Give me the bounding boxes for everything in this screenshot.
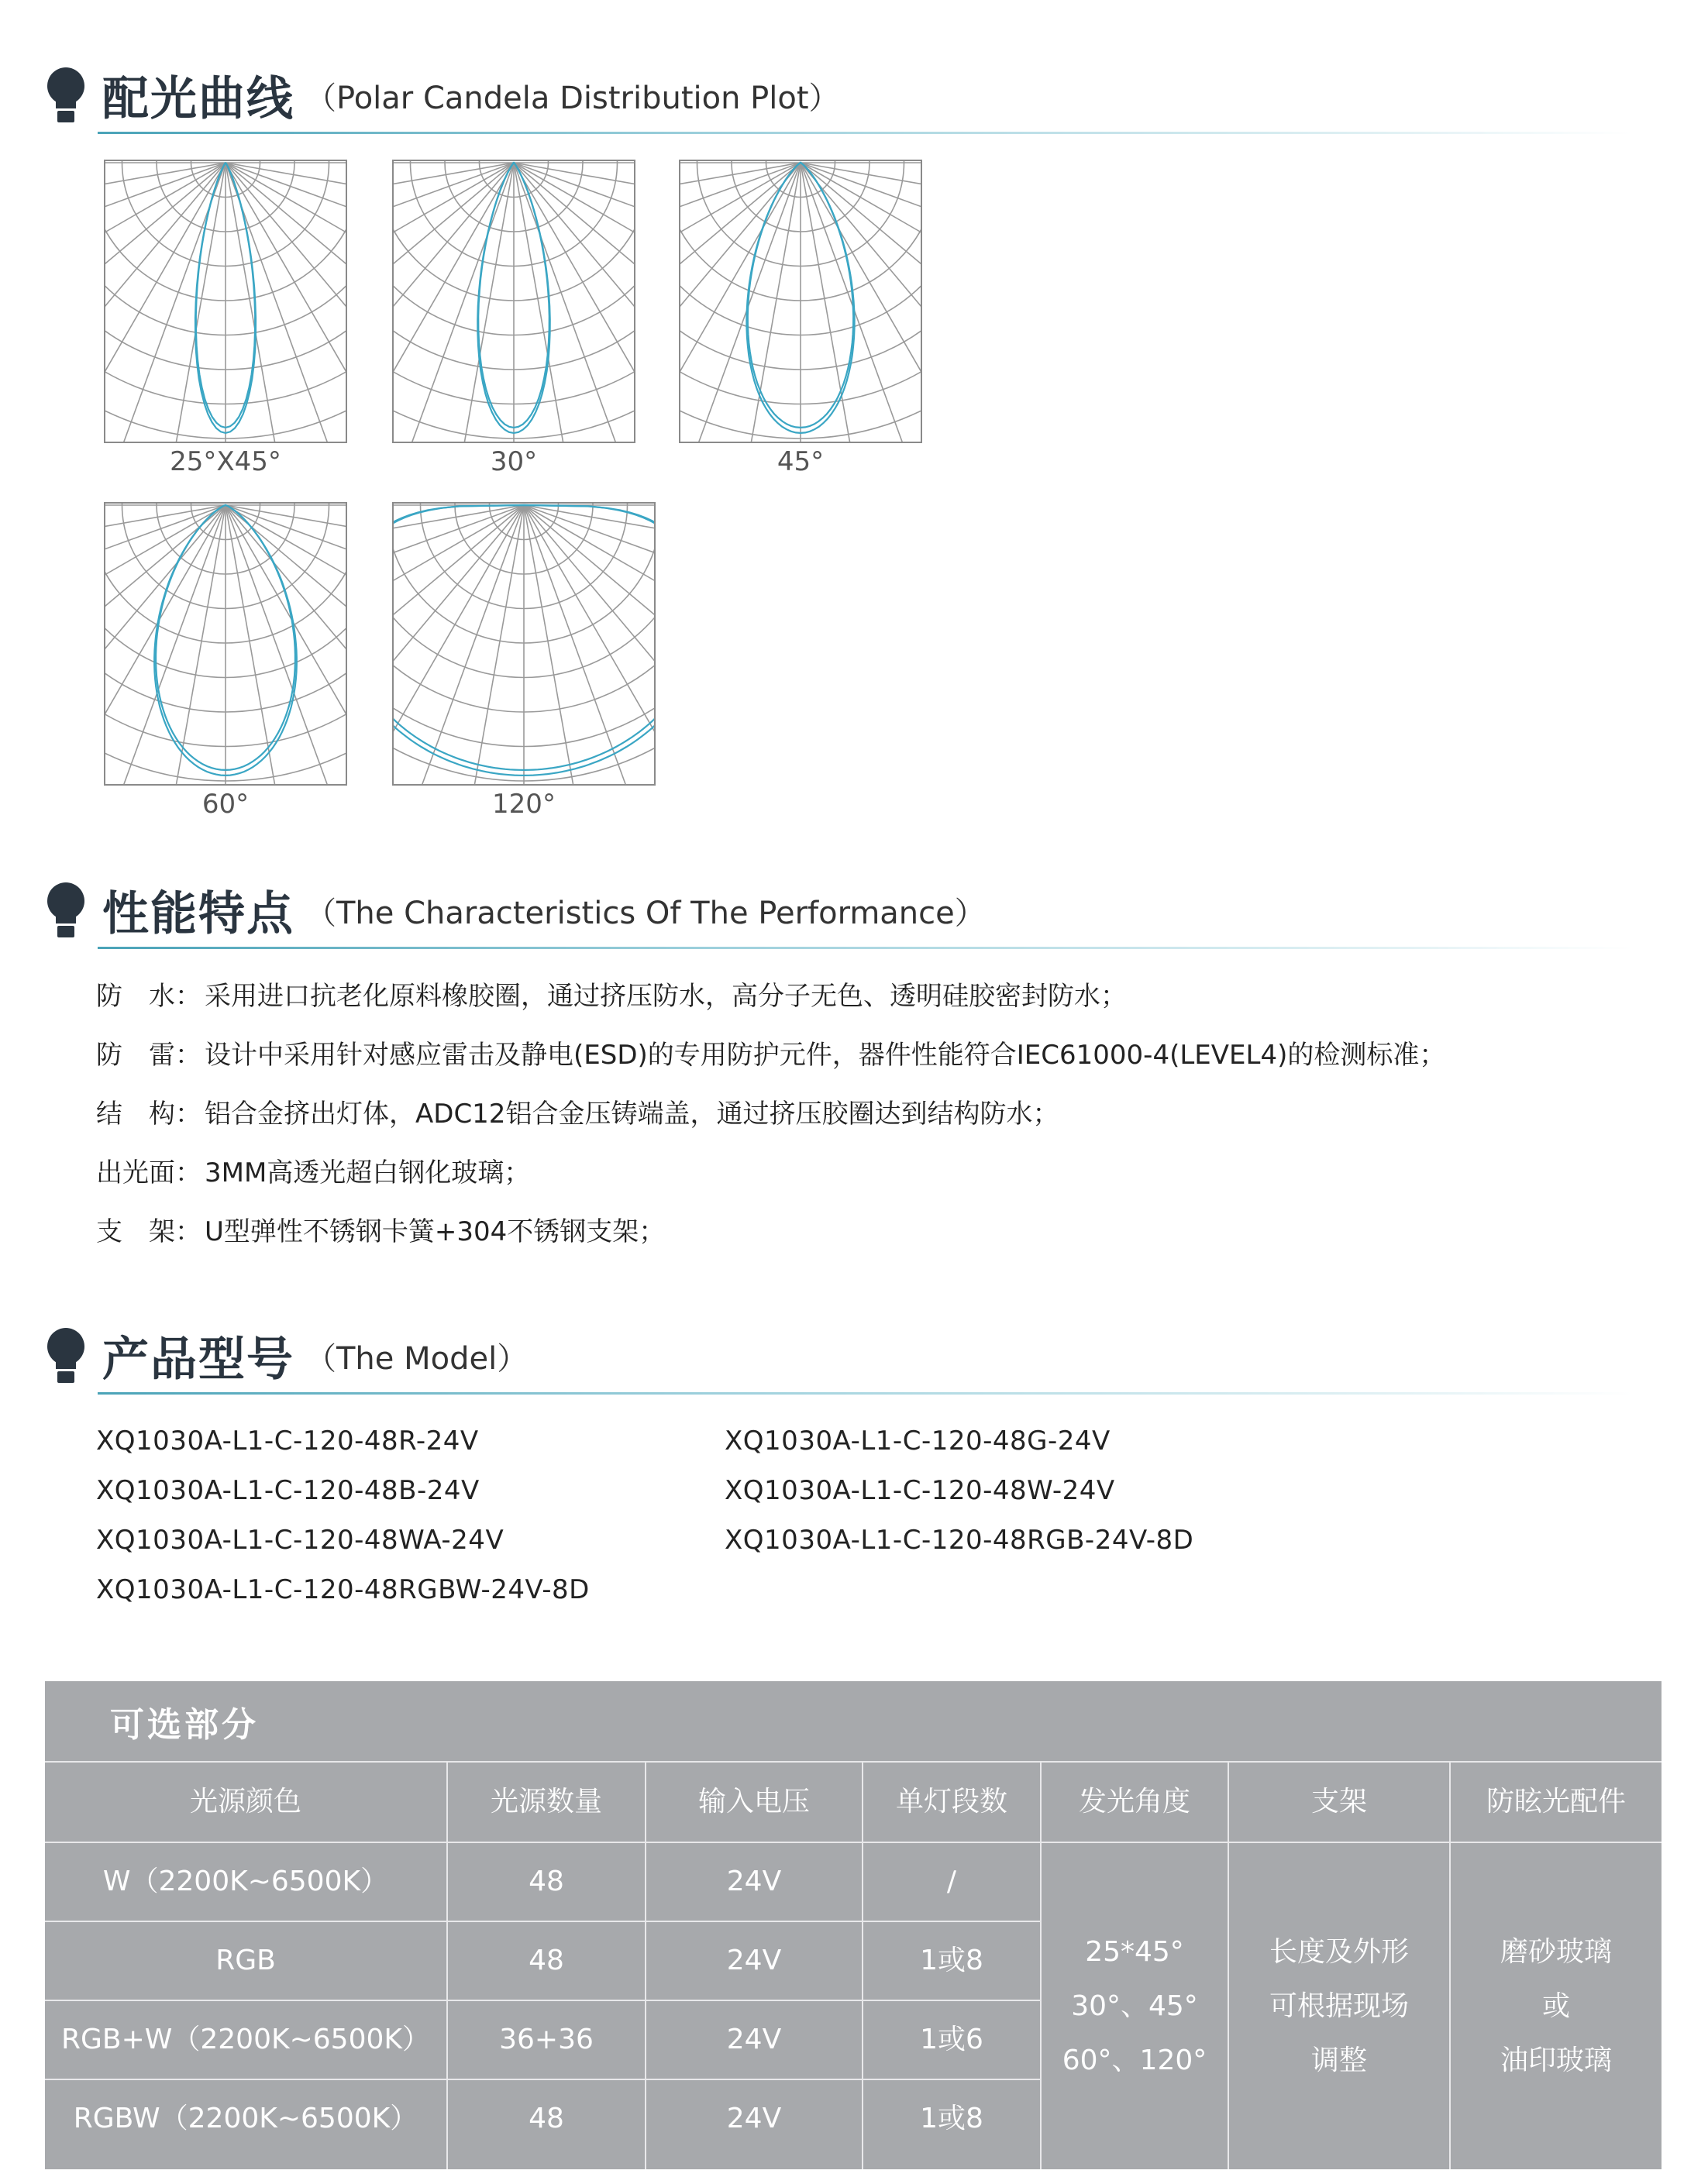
bulb-icon bbox=[46, 1327, 85, 1384]
polar-plot-label: 60° bbox=[201, 789, 250, 820]
performance-section-subtitle: （The Characteristics Of The Performance） bbox=[305, 895, 986, 931]
bracket-line: 长度及外形 bbox=[1269, 1935, 1409, 1968]
col-header-segments: 单灯段数 bbox=[895, 1786, 1007, 1818]
glare-line: 或 bbox=[1541, 1990, 1570, 2022]
polar-plot-2 bbox=[392, 160, 635, 443]
options-table-title: 可选部分 bbox=[110, 1704, 259, 1745]
model-item: XQ1030A-L1-C-120-48R-24V bbox=[96, 1426, 479, 1457]
feature-waterproof bbox=[96, 975, 1127, 1013]
model-item: XQ1030A-L1-C-120-48RGB-24V-8D bbox=[725, 1525, 1194, 1556]
feature-key: 防 雷： bbox=[96, 1040, 201, 1071]
cell-segments: / bbox=[946, 1866, 957, 1897]
polar-grid bbox=[680, 161, 921, 442]
feature-text: 3MM高透光超白钢化玻璃； bbox=[205, 1157, 531, 1188]
angle-line: 30°、45° bbox=[1071, 1990, 1198, 2022]
polar-plot-3 bbox=[679, 160, 922, 443]
col-header-voltage: 输入电压 bbox=[697, 1786, 810, 1818]
model-item: XQ1030A-L1-C-120-48W-24V bbox=[725, 1475, 1115, 1506]
cell-color: W（2200K~6500K） bbox=[102, 1866, 389, 1897]
feature-key: 支 架： bbox=[96, 1216, 201, 1247]
cell-voltage: 24V bbox=[726, 2103, 782, 2134]
polar-grid bbox=[394, 504, 654, 784]
col-header-angle: 发光角度 bbox=[1078, 1786, 1190, 1818]
cell-color: RGBW（2200K~6500K） bbox=[73, 2103, 418, 2134]
bulb-icon bbox=[46, 67, 85, 124]
polar-section-divider bbox=[98, 132, 1632, 134]
feature-text: U型弹性不锈钢卡簧+304不锈钢支架； bbox=[205, 1216, 666, 1247]
feature-bracket bbox=[96, 1210, 665, 1248]
col-header-bracket: 支架 bbox=[1310, 1786, 1367, 1818]
cell-glare bbox=[1451, 1843, 1662, 2169]
performance-section-divider bbox=[98, 947, 1632, 949]
cell-color: RGB+W（2200K~6500K） bbox=[61, 2024, 430, 2055]
polar-grid bbox=[105, 161, 346, 442]
feature-text: 铝合金挤出灯体，ADC12铝合金压铸端盖，通过挤压胶圈达到结构防水； bbox=[205, 1099, 1059, 1130]
cell-voltage: 24V bbox=[726, 1866, 782, 1897]
feature-structure bbox=[96, 1092, 1059, 1130]
model-section-subtitle: （The Model） bbox=[305, 1340, 529, 1377]
cell-quantity: 48 bbox=[529, 1945, 564, 1976]
col-header-quantity: 光源数量 bbox=[490, 1786, 602, 1818]
bracket-line: 可根据现场 bbox=[1269, 1990, 1409, 2022]
cell-segments: 1或8 bbox=[920, 1945, 983, 1976]
polar-plot-label: 120° bbox=[492, 789, 556, 820]
polar-plot-label: 25°X45° bbox=[170, 446, 281, 477]
polar-grid bbox=[105, 504, 346, 784]
col-header-color: 光源颜色 bbox=[189, 1786, 301, 1818]
model-section-header bbox=[46, 1321, 528, 1391]
angle-line: 60°、120° bbox=[1062, 2044, 1207, 2076]
model-section-divider bbox=[98, 1392, 1632, 1395]
options-table bbox=[45, 1681, 1662, 2169]
polar-section-title: 配光曲线 bbox=[102, 72, 294, 126]
feature-lightning bbox=[96, 1034, 1445, 1071]
model-item: XQ1030A-L1-C-120-48G-24V bbox=[725, 1426, 1111, 1457]
cell-voltage: 24V bbox=[726, 2024, 782, 2055]
cell-angles bbox=[1042, 1843, 1228, 2169]
model-item: XQ1030A-L1-C-120-48B-24V bbox=[96, 1475, 480, 1506]
feature-key: 结 构： bbox=[96, 1099, 201, 1130]
polar-section-subtitle: （Polar Candela Distribution Plot） bbox=[305, 80, 840, 116]
cell-quantity: 48 bbox=[529, 2103, 564, 2134]
performance-section-title: 性能特点 bbox=[102, 887, 294, 941]
cell-quantity: 36+36 bbox=[499, 2024, 594, 2055]
glare-line: 磨砂玻璃 bbox=[1500, 1935, 1612, 1968]
feature-lens bbox=[96, 1151, 530, 1189]
model-item: XQ1030A-L1-C-120-48WA-24V bbox=[96, 1525, 504, 1556]
cell-segments: 1或8 bbox=[920, 2103, 983, 2134]
model-item: XQ1030A-L1-C-120-48RGBW-24V-8D bbox=[96, 1574, 590, 1605]
feature-key: 防 水： bbox=[96, 981, 201, 1012]
polar-plot-5 bbox=[392, 502, 656, 786]
angle-line: 25*45° bbox=[1085, 1935, 1184, 1968]
cell-quantity: 48 bbox=[529, 1866, 564, 1897]
cell-bracket bbox=[1229, 1843, 1449, 2169]
cell-voltage: 24V bbox=[726, 1945, 782, 1976]
polar-grid bbox=[394, 161, 634, 442]
polar-section-header bbox=[46, 60, 840, 130]
polar-plot-4 bbox=[104, 502, 347, 786]
performance-section-header bbox=[46, 875, 986, 945]
bulb-icon bbox=[46, 882, 85, 939]
polar-plot-1 bbox=[104, 160, 347, 443]
feature-text: 设计中采用针对感应雷击及静电(ESD)的专用防护元件，器件性能符合IEC61000-4(LEVEL4)的检测标准； bbox=[205, 1040, 1446, 1071]
col-header-glare: 防眩光配件 bbox=[1486, 1786, 1626, 1818]
cell-segments: 1或6 bbox=[920, 2024, 983, 2055]
feature-text: 采用进口抗老化原料橡胶圈，通过挤压防水，高分子无色、透明硅胶密封防水； bbox=[205, 981, 1127, 1012]
model-section-title: 产品型号 bbox=[102, 1333, 294, 1387]
feature-key: 出光面： bbox=[96, 1157, 201, 1188]
polar-plot-label: 45° bbox=[777, 446, 825, 477]
glare-line: 油印玻璃 bbox=[1500, 2044, 1612, 2076]
cell-color: RGB bbox=[215, 1945, 276, 1976]
polar-plot-label: 30° bbox=[490, 446, 538, 477]
bracket-line: 调整 bbox=[1310, 2044, 1367, 2076]
